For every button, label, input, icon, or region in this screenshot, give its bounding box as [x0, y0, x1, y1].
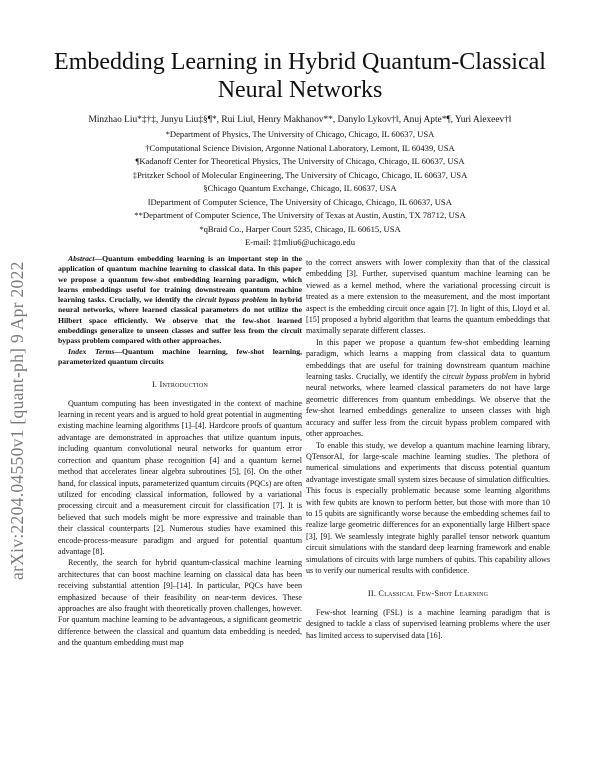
affiliation: *qBraid Co., Harper Court 5235, Chicago, IL 60615, USA: [199, 223, 401, 234]
index-terms: [58, 347, 302, 368]
right-column: [306, 257, 550, 641]
section-heading-introduction: [58, 379, 302, 390]
section-title: Introduction: [159, 380, 209, 390]
affiliation: **Department of Computer Science, The University of Texas at Austin, Austin, TX 78712, USA: [134, 210, 466, 220]
body-paragraph: Quantum computing has been investigated in the context of machine learning in recent years and is argued to hold great potential in augmenting existing machine learning algorithms [1]–[4]. Hardcore proofs of quantum advantage are demonstrated in approaches that utilize quantum inputs, including quantum convolutional neural networks for quantum error correction and quantum phase recognition [4] and a quantum kernel method that accelerates linear algebra subroutines [5], [6]. On the other hand, for classical inputs, parameterized quantum circuits (PQCs) are often utilized for encoding classical information, followed by a variational processing circuit and a measurement circuit for classification [7]. It is believed that such models might be more expressive and trainable than their classical counterparts [2]. Numerous studies have examined this encode-process-measure paradigm and argued for potential quantum advantage [8].: [58, 398, 302, 556]
affiliation: ‡Pritzker School of Molecular Engineering, The University of Chicago, Chicago, IL 60637, USA: [132, 169, 468, 180]
paragraph-emphasis: circuit bypass problem: [442, 372, 518, 382]
affiliation: ¶Kadanoff Center for Theoretical Physics, The University of Chicago, Chicago, IL 60637, USA: [135, 156, 465, 166]
abstract-emphasis: circuit bypass problem: [195, 295, 269, 305]
affiliation: *Department of Physics, The University of Chicago, Chicago, IL 60637, USA: [165, 129, 435, 139]
index-terms-text: —Quantum machine learning, few-shot learning, parameterized quantum circuits: [58, 346, 303, 366]
section-heading-few-shot: [306, 588, 550, 599]
index-terms-label: Index Terms: [68, 346, 115, 356]
affiliation-list: [30, 128, 570, 250]
body-paragraph: to the correct answers with lower complexity than that of the classical embedding [3]. Further, supervised quantum machine learning can be viewed as a kernel method, where the variational processing circuit is treated as a mere extension to the measurement, and the most important aspect is the embedding circuit once again [7]. In light of this, Lloyd et al. [15] proposed a hybrid algorithm that learns the quantum embeddings that maximally separate different classes.: [306, 258, 550, 336]
paper-title: [30, 48, 570, 104]
paragraph-text: In this paper we propose a quantum few-shot embedding learning paradigm, which learns a mapping from classical data to quantum embeddings that are useful for training downstream quantum machine learning tasks. Crucially, we identify the: [306, 337, 550, 382]
body-paragraph: Few-shot learning (FSL) is a machine learning paradigm that is designed to tackle a class of supervised learning problems where the user has limited access to supervised data [16].: [306, 607, 550, 640]
affiliation: †Computational Science Division, Argonne National Laboratory, Lemont, IL 60439, USA: [145, 142, 455, 153]
affiliation: ‖Department of Computer Science, The University of Chicago, Chicago, IL 60637, USA: [148, 196, 452, 207]
contact-email: E-mail: ‡‡mliu6@uchicago.edu: [244, 237, 356, 247]
body-paragraph: Recently, the search for hybrid quantum-classical machine learning architectures that can boost machine learning on classical data has been receiving substantial attention [9]–[14]. In particular, PQCs have been emphasized because of their feasibility on near-term devices. These approaches are also fraught with theoretically proven challenges, however. For quantum machine learning to be advantageous, a significant geometric difference between the classical and quantum data embedding is needed, and the quantum embedding must map: [58, 558, 302, 648]
title-line-1: Embedding Learning in Hybrid Quantum-Classical: [54, 49, 546, 75]
body-paragraph: To enable this study, we develop a quantum machine learning library, QTensorAI, for large-scale machine learning studies. The plethora of numerical simulations and experiments that discuss potential quantum advantage investigate small system sizes because of simulation difficulties. This focus is especially problematic because some learning algorithms with few qubits are known to perform better, but those with more than 10 to 15 qubits are significantly worse because the embedding schemes fail to realize large geometric differences for an exponentially large Hilbert space [3], [9]. We seamlessly integrate highly parallel tensor network quantum circuit simulations with the standard deep learning framework and enable simulations of circuits with large numbers of qubits. This capability allows us to verify our numerical results with confidence.: [306, 440, 550, 575]
title-line-2: Neural Networks: [217, 77, 383, 103]
section-number: II.: [367, 589, 379, 599]
affiliation: §Chicago Quantum Exchange, Chicago, IL 60637, USA: [203, 183, 397, 193]
section-number: I.: [151, 380, 160, 390]
abstract: [58, 254, 302, 347]
arxiv-identifier: arXiv:2204.04550v1 [quant-ph] 9 Apr 2022: [7, 261, 27, 580]
abstract-text: —Quantum embedding learning is an important step in the application of quantum machine learning to classical data. In this paper we propose a quantum few-shot embedding learning paradigm, which learns embeddings useful for training downstream quantum machine learning tasks. Crucially, we identify the: [58, 254, 302, 305]
abstract-text: in hybrid neural networks, where learned classical parameters do not utilize the Hilbert space efficiently. We observe that the few-shot learned embeddings generalize to unseen classes and suffer less from the circuit bypass problem compared with other approaches.: [58, 295, 302, 346]
paragraph-text: in hybrid neural networks, where learned classical parameters do not have large geometric differences from quantum embeddings. We observe that the few-shot learned embeddings generalize to unseen classes with high accuracy and suffer less from the circuit bypass problem compared with other approaches.: [306, 372, 550, 439]
author-list: Minzhao Liu*‡†‡, Junyu Liu‡§¶*, Rui Liu‖, Henry Makhanov**, Danylo Lykov†‖, Anuj Apte*¶, Yuri Alexeev†‖: [88, 115, 512, 125]
abstract-label: Abstract: [68, 254, 95, 263]
left-column: [58, 254, 302, 649]
section-title: Classical Few-Shot Learning: [378, 589, 489, 599]
body-paragraph: [306, 337, 550, 440]
